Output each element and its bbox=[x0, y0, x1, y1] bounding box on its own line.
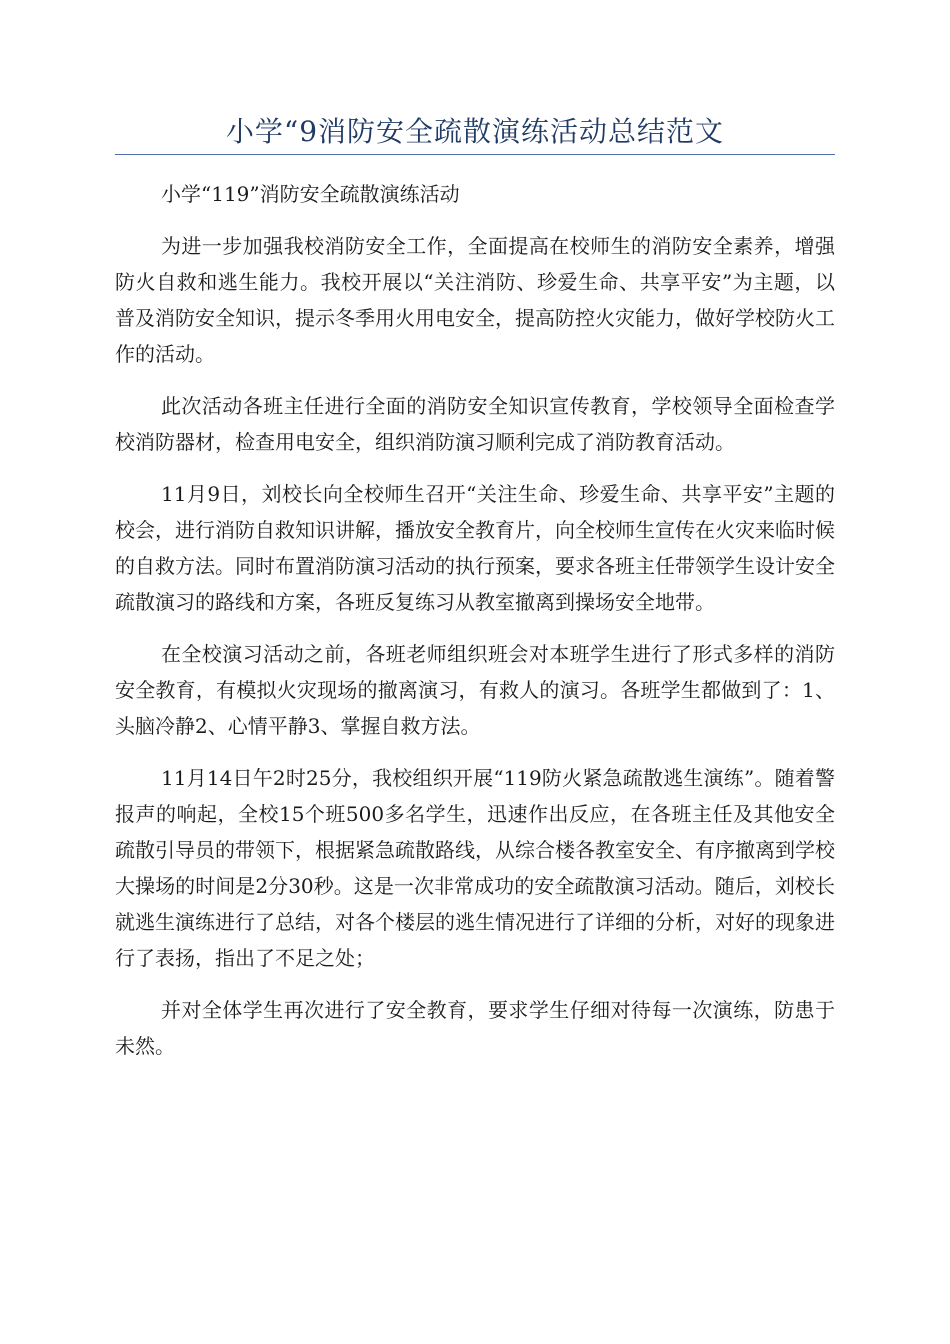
paragraph-school-assembly: 11月9日，刘校长向全校师生召开“关注生命、珍爱生命、共享平安”主题的校会，进行消防自救知识讲解，播放安全教育片，向全校师生宣传在火灾来临时候的自救方法。同时布置消防演习活动的执行预案，要求各班主任带领学生设计安全疏散演习的路线和方案，各班反复练习从教室撤离到操场安全地带。 bbox=[115, 482, 835, 614]
paragraph-conclusion: 并对全体学生再次进行了安全教育，要求学生仔细对待每一次演练，防患于未然。 bbox=[115, 998, 835, 1058]
paragraph-purpose: 为进一步加强我校消防安全工作，全面提高在校师生的消防安全素养，增强防火自救和逃生能力。我校开展以“关注消防、珍爱生命、共享平安”为主题，以普及消防安全知识，提示冬季用火用电安全，提高防控火灾能力，做好学校防火工作的活动。 bbox=[115, 234, 835, 366]
document-body bbox=[115, 176, 835, 1080]
paragraph-overview: 此次活动各班主任进行全面的消防安全知识宣传教育，学校领导全面检查学校消防器材，检查用电安全，组织消防演习顺利完成了消防教育活动。 bbox=[115, 394, 835, 454]
page-title: 小学“9消防安全疏散演练活动总结范文 bbox=[225, 115, 725, 148]
paragraph-class-meetings: 在全校演习活动之前，各班老师组织班会对本班学生进行了形式多样的消防安全教育，有模拟火灾现场的撤离演习，有救人的演习。各班学生都做到了：1、头脑冷静2、心情平静3、掌握自救方法。 bbox=[115, 642, 835, 738]
activity-subtitle: 小学“119”消防安全疏散演练活动 bbox=[161, 182, 460, 206]
title-underline bbox=[115, 154, 835, 155]
paragraph-drill: 11月14日午2时25分，我校组织开展“119防火紧急疏散逃生演练”。随着警报声的响起，全校15个班500多名学生，迅速作出反应，在各班主任及其他安全疏散引导员的带领下，根据紧急疏散路线，从综合楼各教室安全、有序撤离到学校大操场的时间是2分30秒。这是一次非常成功的安全疏散演习活动。随后，刘校长就逃生演练进行了总结，对各个楼层的逃生情况进行了详细的分析，对好的现象进行了表扬，指出了不足之处； bbox=[115, 766, 835, 970]
